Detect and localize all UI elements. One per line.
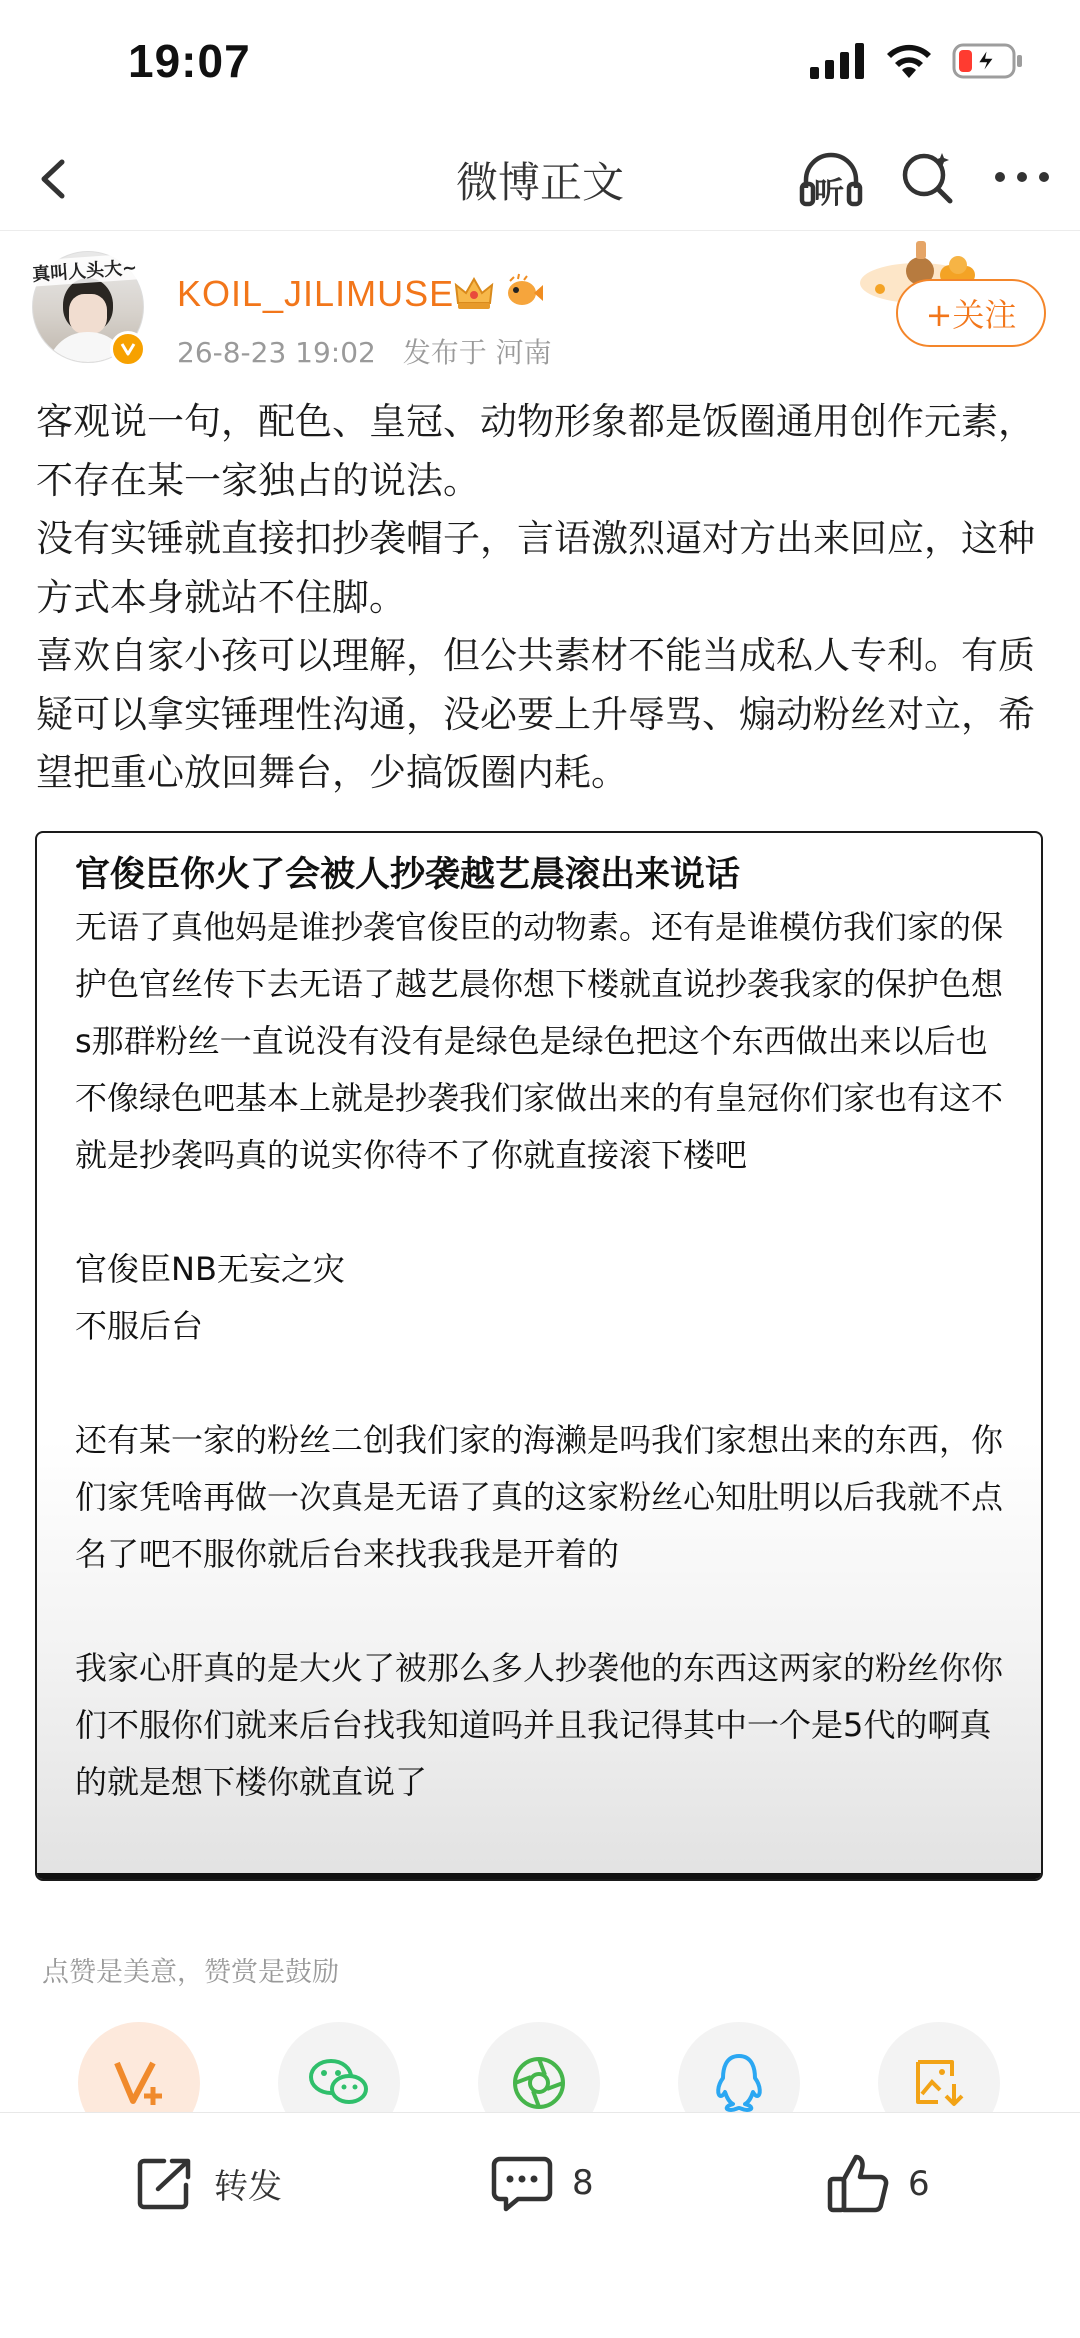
thumbs-up-icon [826,2153,890,2215]
search-icon [896,145,960,209]
user-badges [452,273,544,313]
nav-bar [0,130,1080,231]
post-line-3: 喜欢自家小孩可以理解，但公共素材不能当成私人专利。有质疑可以拿实锤理性沟通，没必要上升辱骂、煽动粉丝对立，希望把重心放回舞台，少搞饭圈内耗。 [36,634,1035,794]
page-title: 微博正文 [455,158,624,207]
like-count: 6 [908,2164,930,2204]
post-image[interactable] [35,831,1043,1881]
battery-charging-icon [952,42,1024,80]
status-bar [0,0,1080,130]
post-content [36,393,1046,803]
moments-icon [509,2053,569,2113]
fish-badge-icon [504,273,544,313]
avatar-caption: 真叫人头大~ [29,253,140,287]
image-line-a: 官俊臣NB无妄之灾 [75,1250,345,1288]
comment-button[interactable] [490,2153,594,2213]
wechat-icon [307,2055,371,2111]
status-time: 19:07 [128,35,251,87]
listen-button[interactable] [796,144,866,214]
post-time: 26-8-23 19:02 [177,336,376,369]
image-text [75,899,1015,1811]
share-row [78,2022,1078,2122]
post-line-2: 没有实锤就直接扣抄袭帽子，言语激烈逼对方出来回应，这种方式本身就站不住脚。 [36,517,1035,619]
status-icons [810,42,1024,80]
search-button[interactable] [896,145,960,213]
image-paragraph-2: 还有某一家的粉丝二创我们家的海濑是吗我们家想出来的东西，你们家凭啥再做一次真是无语了真的这家粉丝心知肚明以后我就不点名了吧不服你就后台来找我我是开着的 [75,1421,1004,1573]
image-paragraph-3: 我家心肝真的是大火了被那么多人抄袭他的东西这两家的粉丝你你们不服你们就来后台找我知道吗并且我记得其中一个是5代的啊真的就是想下楼你就直说了 [75,1649,1004,1801]
follow-button[interactable]: +关注 [896,279,1046,347]
post-meta [177,331,570,371]
qq-icon [711,2052,767,2114]
verified-badge-icon [110,331,146,367]
wifi-icon [884,42,934,80]
cellular-signal-icon [810,43,866,79]
username[interactable]: KOIL_JILIMUSE [177,273,455,314]
image-title: 官俊臣你火了会被人抄袭越艺晨滚出来说话 [75,855,741,895]
post-line-1: 客观说一句，配色、皇冠、动物形象都是饭圈通用创作元素，不存在某一家独占的说法。 [36,400,1035,502]
nav-actions [796,144,1054,214]
comment-icon [490,2153,554,2213]
reward-hint: 点赞是美意，赞赏是鼓励 [42,1957,339,1988]
author-row [0,235,1080,375]
bottom-action-bar [0,2112,1080,2338]
crown-badge-icon [452,273,496,313]
avatar[interactable] [32,251,144,363]
like-button[interactable] [826,2153,930,2215]
comment-count: 8 [572,2163,594,2203]
repost-button[interactable] [134,2153,282,2213]
post-location: 发布于 河南 [402,336,552,369]
save-image-icon [910,2054,968,2112]
listen-label: 听 [814,176,844,211]
image-line-b: 不服后台 [75,1307,204,1345]
more-button[interactable] [990,145,1054,213]
repost-label: 转发 [214,2166,282,2207]
more-dots-icon [990,145,1054,209]
repost-icon [134,2153,196,2213]
image-paragraph-1: 无语了真他妈是谁抄袭官俊臣的动物素。还有是谁模仿我们家的保护色官丝传下去无语了越艺晨你想下楼就直说抄袭我家的保护色想s那群粉丝一直说没有没有是绿色是绿色把这个东西做出来以后也不像绿色吧基本上就是抄袭我们家做出来的有皇冠你们家也有这不就是抄袭吗真的说实你待不了你就直接滚下楼吧 [75,908,1004,1174]
reward-v-icon [109,2053,169,2113]
